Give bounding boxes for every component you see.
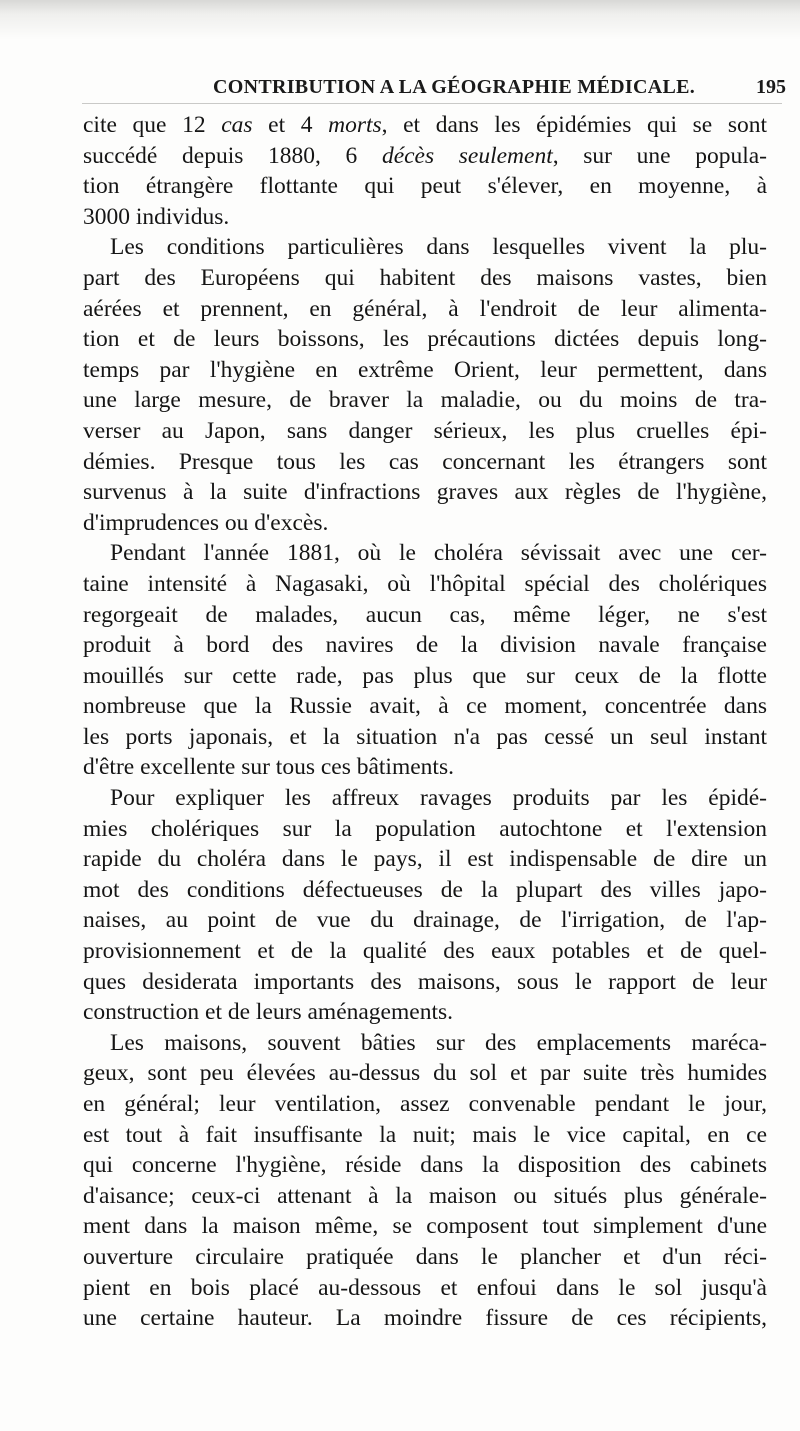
text-run: ques desiderata importants des maisons, sous le rapport de leur <box>83 968 767 995</box>
text-line <box>83 936 767 967</box>
text-run: rapide du choléra dans le pays, il est indispensable de dire un <box>83 846 767 873</box>
italic-run: cas <box>221 112 253 138</box>
text-run: succédé depuis 1880, 6 <box>83 142 382 169</box>
text-run: Pendant l'année 1881, où le choléra sévissait avec une cer- <box>110 540 767 567</box>
text-line <box>83 447 767 478</box>
text-run: d'aisance; ceux-ci attenant à la maison ou situés plus générale- <box>83 1182 767 1209</box>
body-text <box>83 110 767 1334</box>
text-run: en général; leur ventilation, assez convenable pendant le jour, <box>83 1091 767 1117</box>
running-title: CONTRIBUTION A LA GÉOGRAPHIE MÉDICALE. <box>213 76 696 98</box>
text-line <box>83 630 767 661</box>
text-run: d'être excellente sur tous ces bâtiments. <box>83 754 454 781</box>
text-line <box>83 324 767 355</box>
page-number: 195 <box>756 76 786 98</box>
text-run: ouverture circulaire pratiquée dans le plancher et d'un réci- <box>83 1243 767 1270</box>
italic-run: décès seulement <box>381 142 553 169</box>
text-run: pient en bois placé au-dessous et enfoui dans le sol jusqu'à <box>83 1274 767 1301</box>
text-line <box>83 1273 767 1304</box>
text-run: d'imprudences ou d'excès. <box>83 509 329 536</box>
text-line <box>83 967 767 998</box>
text-run: cite que 12 <box>83 112 222 138</box>
text-line <box>83 1181 767 1212</box>
text-line <box>83 905 767 936</box>
text-run: une certaine hauteur. La moindre fissure de ces récipients, <box>83 1305 767 1332</box>
text-run: 3000 individus. <box>83 203 230 230</box>
text-run: ment dans la maison même, se composent tout simplement d'une <box>83 1213 767 1240</box>
text-run: Pour expliquer les affreux ravages produits par les épidé- <box>110 785 767 812</box>
text-run: temps par l'hygiène en extrême Orient, leur permettent, dans <box>83 356 767 383</box>
text-line <box>83 1150 767 1181</box>
text-line <box>83 1303 767 1334</box>
text-run: une large mesure, de braver la maladie, ou du moins de tra- <box>83 387 767 414</box>
text-line <box>83 783 767 814</box>
text-run: et 4 <box>252 112 329 138</box>
text-line <box>83 1058 767 1089</box>
text-run: qui concerne l'hygiène, réside dans la disposition des cabinets <box>83 1152 767 1179</box>
text-run: démies. Presque tous les cas concernant les étrangers sont <box>83 448 767 475</box>
text-line <box>83 752 767 783</box>
text-run: naises, au point de vue du drainage, de l'irrigation, de l'ap- <box>83 907 767 934</box>
text-line <box>83 141 767 172</box>
text-line <box>83 600 767 631</box>
text-line <box>83 722 767 753</box>
text-line <box>83 1242 767 1273</box>
text-run: tion étrangère flottante qui peut s'élever, en moyenne, à <box>83 173 767 200</box>
text-line <box>83 691 767 722</box>
text-line <box>83 416 767 447</box>
text-run: regorgeait de malades, aucun cas, même léger, ne s'est <box>83 601 767 628</box>
text-run: nombreuse que la Russie avait, à ce moment, concentrée dans <box>83 693 767 720</box>
text-line <box>83 875 767 906</box>
text-run: geux, sont peu élevées au-dessus du sol et par suite très humides <box>83 1060 767 1087</box>
text-line <box>83 538 767 569</box>
scan-shadow <box>0 0 800 40</box>
text-run: , sur une popula- <box>552 142 768 169</box>
text-line <box>83 294 767 325</box>
text-run: verser au Japon, sans danger sérieux, les plus cruelles épi- <box>83 417 767 444</box>
text-line <box>83 508 767 539</box>
text-run: tion et de leurs boissons, les précautions dictées depuis long- <box>83 326 767 353</box>
text-line <box>83 263 767 294</box>
text-run: est tout à fait insuffisante la nuit; mais le vice capital, en ce <box>83 1121 767 1148</box>
text-run: construction et de leurs aménagements. <box>83 999 453 1026</box>
text-run: mouillés sur cette rade, pas plus que sur ceux de la flotte <box>83 662 767 689</box>
text-line <box>83 569 767 600</box>
text-line <box>83 477 767 508</box>
text-run: Les maisons, souvent bâties sur des emplacements maréca- <box>110 1029 767 1056</box>
text-line <box>83 814 767 845</box>
text-run: mies cholériques sur la population autochtone et l'extension <box>83 815 767 842</box>
text-line <box>83 997 767 1028</box>
text-run: , et dans les épidémies qui se sont <box>381 112 767 138</box>
text-line <box>83 232 767 263</box>
text-line <box>83 1028 767 1059</box>
text-line <box>83 661 767 692</box>
text-line <box>83 202 767 233</box>
header-divider <box>82 103 782 104</box>
text-run: Les conditions particulières dans lesquelles vivent la plu- <box>110 234 767 261</box>
italic-run: morts <box>328 112 382 138</box>
text-line <box>83 1089 767 1120</box>
text-run: survenus à la suite d'infractions graves aux règles de l'hygiène, <box>83 479 767 506</box>
text-run: aérées et prennent, en général, à l'endroit de leur alimenta- <box>83 295 767 322</box>
text-run: provisionnement et de la qualité des eaux potables et de quel- <box>83 938 767 965</box>
text-line <box>83 171 767 202</box>
text-run: mot des conditions défectueuses de la plupart des villes japo- <box>83 876 767 903</box>
text-line <box>83 1120 767 1151</box>
text-run: produit à bord des navires de la division navale française <box>83 632 767 659</box>
text-line <box>83 1211 767 1242</box>
text-line <box>83 844 767 875</box>
text-run: taine intensité à Nagasaki, où l'hôpital spécial des cholériques <box>83 570 767 597</box>
text-line <box>83 355 767 386</box>
text-run: part des Européens qui habitent des maisons vastes, bien <box>83 264 767 291</box>
text-run: les ports japonais, et la situation n'a pas cessé un seul instant <box>83 723 767 750</box>
text-line <box>83 385 767 416</box>
text-line <box>83 110 767 141</box>
